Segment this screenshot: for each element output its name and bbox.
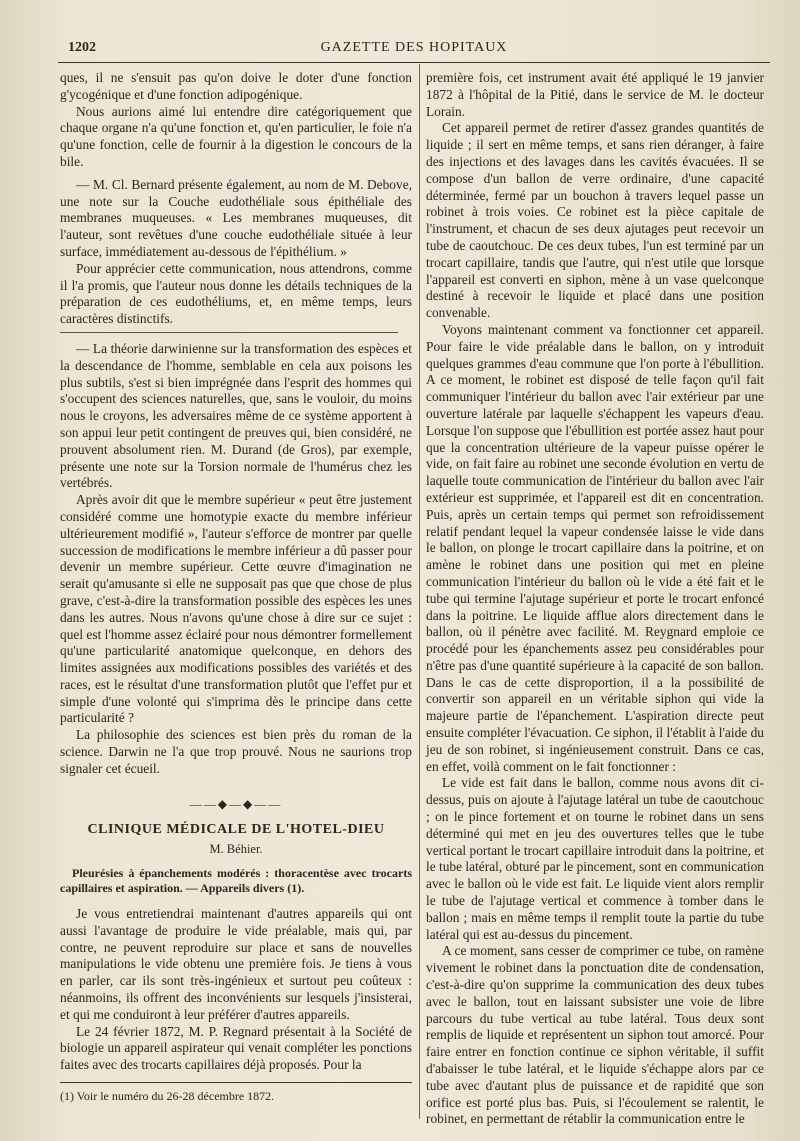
paragraph: — La théorie darwinienne sur la transformation des espèces et la descendance de l'homme, semblable en cela aux poisons les plus subtils, s'est si bien imprégnée dans l'esprit des hommes qui s'occupent des sciences naturelles, que, sans le vouloir, du moins nous le croyons, les adversaires même de ce système apportent à son appui leur petit contingent de preuves qui, bien considéré, ne prouvent absolument rien. M. Durand (de Gros), par exemple, présente une note sur la Torsion normale de l'humérus chez les vertébrés. [60,340,412,491]
paragraph: Cet appareil permet de retirer d'assez grandes quantités de liquide ; il sert en même temps, et sans rien déranger, à faire des injections et des lavages dans les cavités évacuées. Il se compose d'un ballon de verre ordinaire, d'une capacité déterminée, fermé par un bouchon à travers lequel passe un robinet à trois voies. Ce robinet est la pièce capitale de l'instrument, et chacun de ses deux ajutages peut recevoir un tube de caoutchouc. De ces deux tubes, l'un est terminé par un trocart capillaire, tandis que l'autre, qui n'est utile que lorsque l'appareil est converti en siphon, mène à un vase quelconque destiné à recevoir le liquide et placé dans une position convenable. [426,120,764,321]
article-author: M. Béhier. [209,842,263,857]
left-column [60,70,412,1074]
paragraph: Je vous entretiendrai maintenant d'autres appareils qui ont aussi l'avantage de produire le vide préalable, mais qui, par contre, ne peuvent reproduire sur place et sans de nouvelles manipulations le vide obtenu une première fois. Je tiens à vous en parler, car ils sont très-ingénieux et surtout peu coûteux : néanmoins, ils offrent des inconvénients sur lesquels j'insisterai, et qui me conduiront à leur préférer d'autres appareils. [60,906,412,1022]
section-divider [60,332,398,333]
column-divider [419,64,420,1119]
journal-title: GAZETTE DES HOPITAUX [320,40,508,55]
right-column [426,70,764,1128]
ornament-divider: ——◆—◆—— [189,796,283,811]
paragraph: La philosophie des sciences est bien près du roman de la science. Darwin ne l'a que trop prouvé. Nous ne saurions trop signaler cet écueil. [60,727,412,776]
paragraph: — M. Cl. Bernard présente également, au nom de M. Debove, une note sur la Couche eudothéliale sous épithéliale des membranes muqueuses. « Les membranes muqueuses, dit l'auteur, sont revêtues d'une couche eudothéliale située à leur surface, immédiatement au-dessous de l'épithélium. » [60,176,412,259]
paragraph: Le vide est fait dans le ballon, comme nous avons dit ci-dessus, puis on ajoute à l'ajutage latéral un tube de caoutchouc ; on le pince fortement et on tourne le robinet dans un sens déterminé qui met en jeu des ouvertures telles que le tube vertical portant le trocart capillaire introduit dans la poitrine, et le tube latéral, obturé par le pincement, sont en communication avec le ballon où le vide est fait. Le liquide vient alors remplir le tube de l'ajutage vertical et commence à tomber dans le ballon ; mais en même temps il remplit toute la partie du tube latéral qui est au-dessus du pincement. [426,775,764,942]
section-title: CLINIQUE MÉDICALE DE L'HOTEL-DIEU [87,822,385,838]
paragraph: première fois, cet instrument avait été appliqué le 19 janvier 1872 à l'hôpital de la Pitié, dans le service de M. le docteur Lorain. [426,70,764,119]
paragraph: Le 24 février 1872, M. P. Regnard présentait à la Société de biologie un appareil aspirateur qui venait compléter les ponctions faites avec des trocarts capillaires déjà proposés. Pour la [60,1023,412,1073]
page-number: 1202 [68,40,96,55]
paragraph: Voyons maintenant comment va fonctionner cet appareil. Pour faire le vide préalable dans le ballon, on y introduit quelques grammes d'eau commune que l'on porte à l'ébullition. A ce moment, le robinet est disposé de telle façon qu'il fait communiquer l'intérieur du ballon avec l'air extérieur par une ouverture latérale par laquelle s'échappent les vapeurs d'eau. Lorsque l'on suppose que l'ébullition est portée assez haut pour que la concentration ultérieure de la vapeur puisse opérer le vide, on fait faire au robinet une seconde évolution en vertu de laquelle toute communication de l'intérieur du ballon avec l'air extérieur est supprimée, et l'appareil est dit en concentration. Puis, après un certain temps qui permet son refroidissement relatif pendant lequel la vapeur condensée laisse le vide dans le ballon, on plonge le trocart capillaire dans la poitrine, et on amène le robinet dans une position qui met en pleine communication l'intérieur du ballon où le vide a été fait et le tube qui termine l'ajutage supérieur et porte le trocart enfoncé dans la poitrine. Le liquide afflue alors directement dans le ballon, où il pénètre avec facilité. M. Reygnard emploie ce procédé pour les épanchements assez peu considérables pour n'être pas d'une quantité supérieure à la capacité de son ballon. Dans le cas de cette disproportion, il a la possibilité de convertir son appareil en un véritable siphon qui vide la majeure partie de l'épanchement. L'aspiration directe peut ensuite compléter l'évacuation. Ce siphon, il l'établit à l'aide du jeu de son robinet, si ingénieusement construit. Dans ce cas, en effet, voilà comment on le fait fonctionner : [426,321,764,774]
footnote: (1) Voir le numéro du 26-28 décembre 1872. [60,1082,412,1104]
paragraph: Après avoir dit que le membre supérieur « peut être justement considéré comme une homotypie exacte du membre inférieur ultérieurement modifié », l'auteur s'efforce de montrer par quelle succession de modifications le membre inférieur a dû passer pour devenir un membre supérieur. Cette œuvre d'imagination ne serait qu'amusante si elle ne supposait pas que que chose de plus grave, c'est-à-dire la transformation possible des espèces les unes dans les autres. Nous n'avons qu'une chose à dire sur ce sujet : quel est l'homme assez éclairé pour nous démontrer formellement qu'une particularité anatomique quelconque, en dehors des limites assignées aux modifications possibles des variétés et des races, est le résultat d'une transformation plutôt que l'effet pur et simple d'une volonté qui s'imprima dès le principe dans cette particularité ? [60,492,412,726]
paragraph: Nous aurions aimé lui entendre dire catégoriquement que chaque organe n'a qu'une fonction et, qu'en particulier, le foie n'a qu'une fonction, celle de fournir à la digestion le concours de la bile. [60,103,412,169]
article-subtitle: Pleurésies à épanchements modérés : thoracentèse avec trocarts capillaires et aspiration. — Appareils divers (1). [60,866,412,896]
paragraph: Pour apprécier cette communication, nous attendrons, comme il l'a promis, que l'auteur nous donne les détails techniques de la préparation de ces eudothéliums, et, en même temps, leurs caractères distinctifs. [60,260,412,327]
paragraph: ques, il ne s'ensuit pas qu'on doive le doter d'une fonction g'ycogénique et d'une fonction adipogénique. [60,70,412,102]
paragraph: A ce moment, sans cesser de comprimer ce tube, on ramène vivement le robinet dans la ponctuation dite de condensation, c'est-à-dire qu'on supprime la communication des deux tubes avec le ballon, tout en laissant subsister une voie de libre parcours du tube vertical au tube latéral. Tous deux sont remplis de liquide et représentent un siphon tout amorcé. Pour faire entrer en fonction continue ce siphon véritable, il suffit d'abaisser le tube latéral, et le liquide s'échappe alors par ce tube avec d'autant plus de puissance et de rapidité que son orifice est porté plus bas. Puis, si l'écoulement se ralentit, le robinet, en permettant de rétablir la communication entre le [426,943,764,1127]
page-header [58,36,770,63]
